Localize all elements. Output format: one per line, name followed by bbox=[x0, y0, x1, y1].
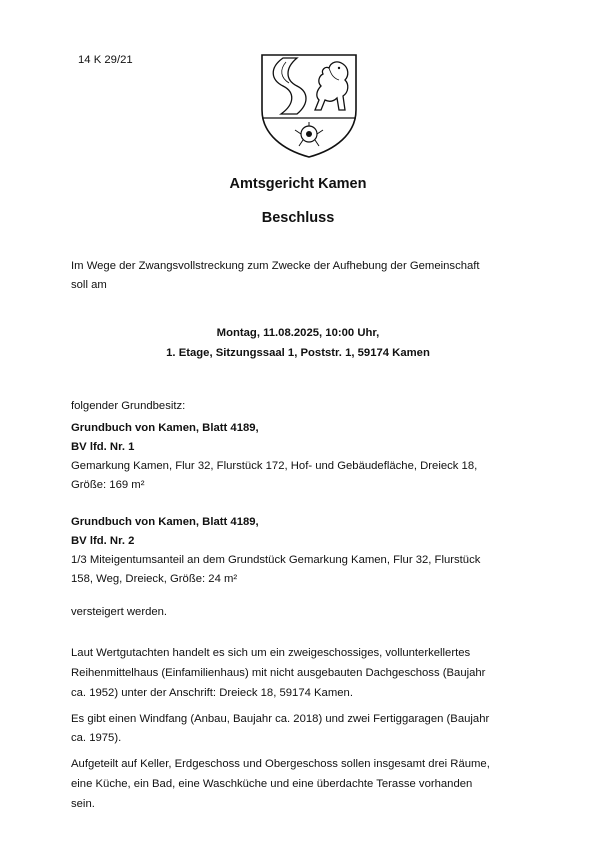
description-p3-line-3: sein. bbox=[71, 798, 95, 810]
description-p2-line-1: Es gibt einen Windfang (Anbau, Baujahr ca. 2018) und zwei Fertiggaragen (Baujahr bbox=[71, 713, 490, 725]
property-2-line-2: 158, Weg, Dreieck, Größe: 24 m² bbox=[71, 573, 238, 585]
property-1-line-2: Größe: 169 m² bbox=[71, 479, 145, 491]
description-p1-line-1: Laut Wertgutachten handelt es sich um ein zweigeschossiges, vollunterkellertes bbox=[71, 647, 471, 659]
property-2-line-1: 1/3 Miteigentumsanteil an dem Grundstück Gemarkung Kamen, Flur 32, Flurstück bbox=[71, 554, 481, 566]
description-p1-line-2: Reihenmittelhaus (Einfamilienhaus) mit nicht ausgebauten Dachgeschoss (Baujahr bbox=[71, 667, 486, 679]
property-2-register: Grundbuch von Kamen, Blatt 4189, bbox=[71, 516, 259, 528]
property-intro: folgender Grundbesitz: bbox=[71, 400, 186, 412]
appointment-location: 1. Etage, Sitzungssaal 1, Poststr. 1, 59174 Kamen bbox=[166, 347, 430, 359]
auction-phrase: versteigert werden. bbox=[71, 606, 168, 618]
property-1-bv: BV lfd. Nr. 1 bbox=[71, 441, 135, 453]
appointment-date-time: Montag, 11.08.2025, 10:00 Uhr, bbox=[216, 327, 380, 339]
description-p3-line-1: Aufgeteilt auf Keller, Erdgeschoss und Obergeschoss sollen insgesamt drei Räume, bbox=[71, 758, 490, 770]
property-1-line-1: Gemarkung Kamen, Flur 32, Flurstück 172, Hof- und Gebäudefläche, Dreieck 18, bbox=[71, 460, 478, 472]
document-title: Beschluss bbox=[261, 210, 335, 226]
description-p3-line-2: eine Küche, ein Bad, eine Waschküche und eine überdachte Terasse vorhanden bbox=[71, 778, 473, 790]
description-p2-line-2: ca. 1975). bbox=[71, 732, 122, 744]
intro-line-1: Im Wege der Zwangsvollstreckung zum Zwecke der Aufhebung der Gemeinschaft bbox=[71, 260, 480, 272]
description-p1-line-3: ca. 1952) unter der Anschrift: Dreieck 18, 59174 Kamen. bbox=[71, 687, 353, 699]
file-number: 14 K 29/21 bbox=[78, 54, 133, 66]
property-2-bv: BV lfd. Nr. 2 bbox=[71, 535, 135, 547]
court-name: Amtsgericht Kamen bbox=[229, 176, 367, 192]
property-1-register: Grundbuch von Kamen, Blatt 4189, bbox=[71, 422, 259, 434]
nrw-coat-of-arms-icon bbox=[259, 52, 359, 160]
intro-line-2: soll am bbox=[71, 279, 107, 291]
